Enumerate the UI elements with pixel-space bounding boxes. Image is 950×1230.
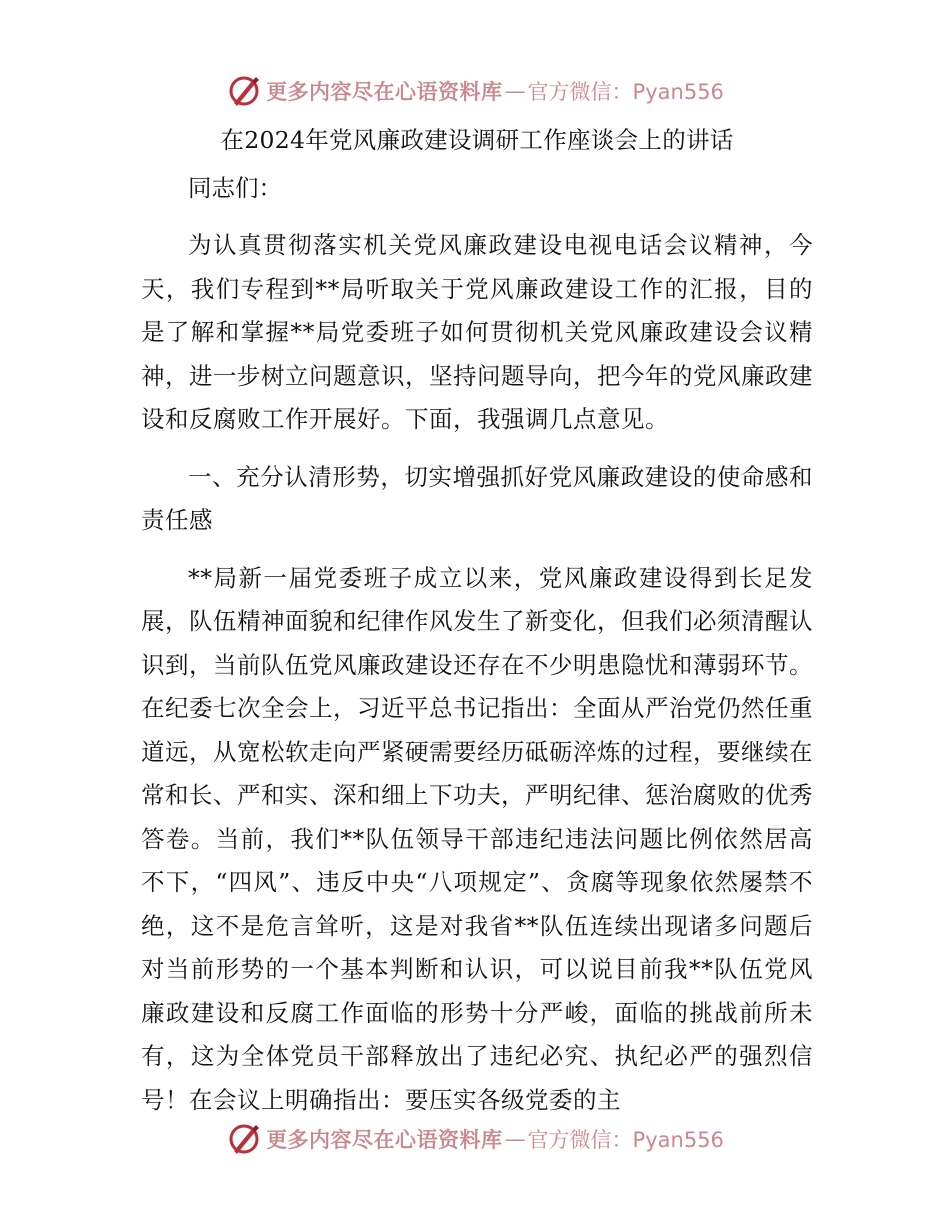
pen-circle-logo-icon: [226, 73, 262, 109]
footer-watermark: [0, 1119, 950, 1159]
watermark-dash: —: [504, 79, 526, 103]
paragraph-intro: 为认真贯彻落实机关党风廉政建设电视电话会议精神，今天，我们专程到**局听取关于党风廉政建设工作的汇报，目的是了解和掌握**局党委班子如何贯彻机关党风廉政建设会议精神，进一步树立问题意识，坚持问题导向，把今年的党风廉政建设和反腐败工作开展好。下面，我强调几点意见。: [141, 231, 813, 433]
watermark-text: 更多内容尽在心语资料库: [266, 1128, 503, 1152]
watermark-dash: —: [504, 1127, 526, 1151]
document-body: [141, 118, 813, 1136]
watermark-wechat: 官方微信：Pyan556: [527, 1128, 724, 1152]
document-title: 在2024年党风廉政建设调研工作座谈会上的讲话: [220, 126, 734, 154]
header-watermark: [0, 71, 950, 111]
document-greeting: 同志们：: [188, 174, 282, 202]
pen-circle-logo-icon: [226, 1121, 262, 1157]
watermark-wechat: 官方微信：Pyan556: [527, 80, 724, 104]
watermark-text: 更多内容尽在心语资料库: [266, 80, 503, 104]
paragraph-situation: **局新一届党委班子成立以来，党风廉政建设得到长足发展，队伍精神面貌和纪律作风发生了新变化，但我们必须清醒认识到，当前队伍党风廉政建设还存在不少明患隐忧和薄弱环节。在纪委七次全会上，习近平总书记指出：全面从严治党仍然任重道远，从宽松软走向严紧硬需要经历砥砺淬炼的过程，要继续在常和长、严和实、深和细上下功夫，严明纪律、惩治腐败的优秀答卷。当前，我们**队伍领导干部违纪违法问题比例依然居高不下，“四风”、违反中央“八项规定”、贪腐等现象依然屡禁不绝，这不是危言耸听，这是对我省**队伍连续出现诸多问题后对当前形势的一个基本判断和认识，可以说目前我**队伍党风廉政建设和反腐工作面临的形势十分严峻，面临的挑战前所未有，这为全体党员干部释放出了违纪必究、执纪必严的强烈信号！在会议上明确指出：要压实各级党委的主: [141, 563, 813, 1114]
section-heading-1: 一、充分认清形势，切实增强抓好党风廉政建设的使命感和责任感: [141, 462, 813, 534]
